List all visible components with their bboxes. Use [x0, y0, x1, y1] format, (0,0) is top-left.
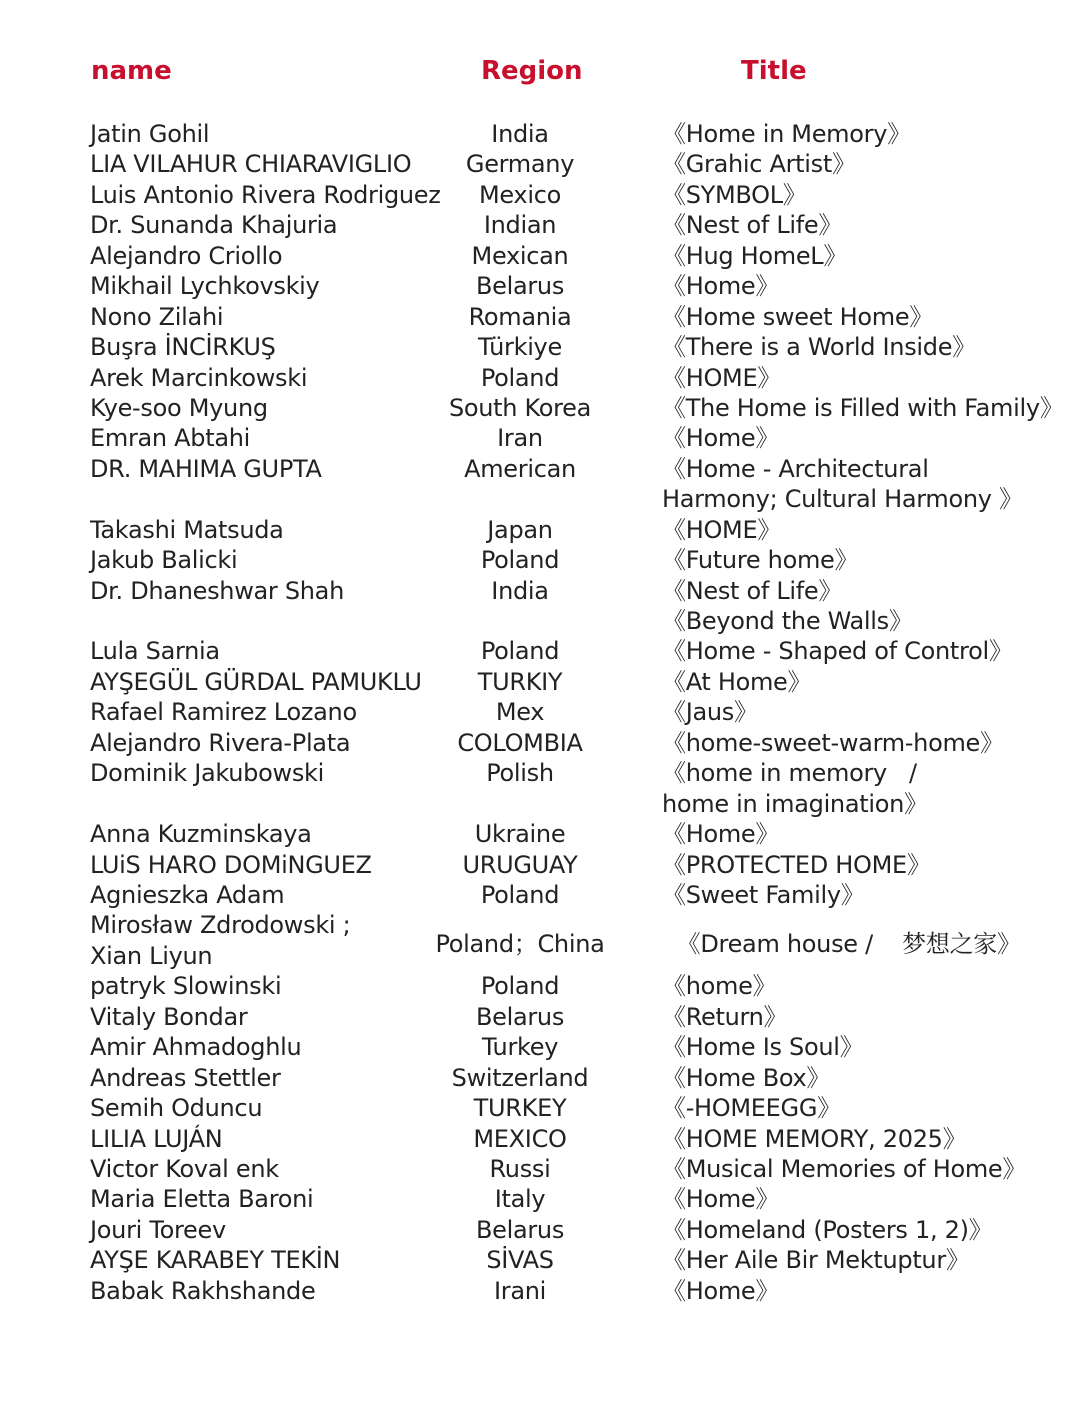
- artist-name-line: Emran Abtahi: [90, 424, 251, 453]
- artwork-title-line: 《Beyond the Walls》: [662, 607, 913, 636]
- artwork-title-line: 《Home》: [662, 272, 780, 301]
- artwork-title: [662, 667, 811, 697]
- list-item: [0, 423, 1080, 453]
- list-item: [0, 1032, 1080, 1062]
- artist-name-line: Alejandro Criollo: [90, 241, 283, 270]
- artwork-title-line: 《Nest of Life》: [662, 211, 843, 240]
- artist-region: Poland: [480, 880, 560, 909]
- artist-name-line: Andreas Stettler: [90, 1063, 281, 1092]
- artist-region: TURKIY: [477, 667, 563, 696]
- artist-name-line: Maria Eletta Baroni: [90, 1185, 314, 1214]
- artwork-title: [662, 210, 842, 240]
- artwork-title-line: 《Home sweet Home》: [662, 302, 933, 331]
- artwork-title-line: 《Home Is Soul》: [662, 1033, 864, 1062]
- artwork-title-line: 《Hug HomeL》: [662, 241, 848, 270]
- list-item: [0, 1124, 1080, 1154]
- artwork-title-line: 《Home》: [662, 820, 780, 849]
- list-item: [0, 119, 1080, 149]
- artwork-title: [662, 1184, 779, 1214]
- artist-name-line: DR. MAHIMA GUPTA: [90, 454, 322, 483]
- artist-region: Poland: [480, 363, 560, 392]
- artist-name: [90, 1276, 315, 1306]
- header-title: Title: [741, 56, 807, 86]
- artist-name-line: Arek Marcinkowski: [90, 363, 308, 392]
- list-item: [0, 728, 1080, 758]
- artist-name-line: Nono Zilahi: [90, 302, 224, 331]
- artist-region: Belarus: [475, 1002, 565, 1031]
- artist-region: Indian: [483, 211, 557, 240]
- artist-name: [90, 850, 372, 880]
- artwork-title: [662, 271, 779, 301]
- artist-region: URUGUAY: [462, 850, 578, 879]
- artist-name-line: Mikhail Lychkovskiy: [90, 272, 320, 301]
- list-item: [0, 910, 1080, 971]
- artwork-title-line: 《Home》: [662, 1185, 780, 1214]
- artist-region: Romania: [468, 302, 572, 331]
- artwork-title: [662, 1154, 1026, 1184]
- artist-region: Iran: [497, 424, 543, 453]
- list-item: [0, 880, 1080, 910]
- artwork-title: [662, 423, 779, 453]
- list-item: [0, 149, 1080, 179]
- artist-name: [90, 1245, 340, 1275]
- artwork-title: [662, 454, 1023, 515]
- artwork-title: [662, 119, 911, 149]
- artist-name: [90, 1154, 279, 1184]
- artist-name: [90, 271, 319, 301]
- artwork-title-line: 《Her Aile Bir Mektuptur》: [662, 1246, 970, 1275]
- artist-region: Mexico: [478, 180, 561, 209]
- artist-name: [90, 576, 344, 606]
- artist-name: [90, 302, 223, 332]
- artwork-title-line: 《Home Box》: [662, 1063, 831, 1092]
- artwork-title: [662, 1093, 841, 1123]
- artist-name-line: Lula Sarnia: [90, 637, 220, 666]
- artist-region: Irani: [493, 1276, 547, 1305]
- artwork-title: [662, 1032, 863, 1062]
- artist-name-line: AYŞE KARABEY TEKİN: [90, 1246, 341, 1275]
- artwork-title: [662, 149, 856, 179]
- artist-region: Polish: [486, 759, 554, 788]
- artist-name-line: Vitaly Bondar: [90, 1002, 248, 1031]
- list-item: [0, 271, 1080, 301]
- artist-name: [90, 1063, 281, 1093]
- artist-name: [90, 667, 422, 697]
- artwork-title-line: 《Nest of Life》: [662, 576, 843, 605]
- artwork-title: [662, 1245, 970, 1275]
- artist-name-line: Anna Kuzminskaya: [90, 820, 312, 849]
- artwork-title-line: 《Home - Shaped of Control》: [662, 637, 1013, 666]
- artist-name-line: LUiS HARO DOMiNGUEZ: [90, 850, 372, 879]
- list-item: [0, 454, 1080, 515]
- artist-name: [90, 210, 337, 240]
- artist-name: [90, 515, 284, 545]
- list-item: [0, 180, 1080, 210]
- artist-region: American: [464, 454, 576, 483]
- artist-name-line: Buşra İNCİRKUŞ: [90, 333, 276, 362]
- artist-name: [90, 149, 411, 179]
- artwork-title-line: 《Grahic Artist》: [662, 150, 856, 179]
- artwork-title: [662, 332, 976, 362]
- artist-region: TURKEY: [473, 1094, 567, 1123]
- artist-region: SİVAS: [486, 1246, 554, 1275]
- artwork-title-line: 《Home - Architectural: [662, 454, 929, 483]
- artwork-title: [662, 880, 864, 910]
- artist-name: [90, 180, 441, 210]
- artwork-title-line: 《Future home》: [662, 546, 859, 575]
- artist-name-line: Agnieszka Adam: [90, 880, 285, 909]
- artist-name: [90, 758, 324, 788]
- list-item: [0, 697, 1080, 727]
- artist-name-line: LILIA LUJÁN: [90, 1124, 223, 1153]
- artist-name-line: Jakub Balicki: [90, 546, 238, 575]
- artist-name-line: patryk Slowinski: [90, 972, 282, 1001]
- artist-region: Turkey: [481, 1033, 559, 1062]
- artist-region: Mexican: [471, 241, 569, 270]
- artist-name: [90, 728, 350, 758]
- artwork-title: [662, 515, 781, 545]
- list-item: [0, 1093, 1080, 1123]
- artwork-title-line: 《Home》: [662, 1276, 780, 1305]
- artwork-title: [662, 393, 1063, 423]
- artwork-title: [662, 302, 933, 332]
- artwork-title-line: home in imagination》: [662, 789, 928, 818]
- artwork-title: [662, 636, 1013, 666]
- artwork-title: [662, 1124, 966, 1154]
- artist-region: Italy: [494, 1185, 546, 1214]
- artist-name-line: Takashi Matsuda: [90, 515, 284, 544]
- artist-region: South Korea: [448, 393, 592, 422]
- list-item: [0, 576, 1080, 637]
- list-item: [0, 1276, 1080, 1306]
- list-item: [0, 636, 1080, 666]
- artwork-title-line: 《home》: [662, 972, 777, 1001]
- artwork-title-line: 《The Home is Filled with Family》: [662, 393, 1064, 422]
- artist-name: [90, 1032, 301, 1062]
- artist-name: [90, 1002, 247, 1032]
- artist-region: Belarus: [475, 1215, 565, 1244]
- artwork-title: [662, 1002, 787, 1032]
- artist-name: [90, 697, 357, 727]
- artist-region: India: [491, 576, 549, 605]
- artwork-title: [662, 850, 931, 880]
- artist-region: Poland: [480, 546, 560, 575]
- artwork-title-line: 《home-sweet-warm-home》: [662, 728, 1004, 757]
- artist-name-line: Kye-soo Myung: [90, 393, 268, 422]
- artist-name: [90, 363, 307, 393]
- artist-region: Germany: [465, 150, 575, 179]
- artwork-title: [662, 180, 807, 210]
- header-region: Region: [481, 56, 583, 86]
- list-item: [0, 210, 1080, 240]
- artist-region: MEXICO: [473, 1124, 567, 1153]
- artist-name: [90, 545, 237, 575]
- artist-name-line: Babak Rakhshande: [90, 1276, 316, 1305]
- artist-name-line: Dominik Jakubowski: [90, 759, 324, 788]
- list-item: [0, 819, 1080, 849]
- artist-name: [90, 819, 312, 849]
- artwork-title-line: 《HOME》: [662, 515, 782, 544]
- artist-name-line: Rafael Ramirez Lozano: [90, 698, 357, 727]
- list-item: [0, 758, 1080, 819]
- artist-name: [90, 1184, 313, 1214]
- artwork-title-line: 《Jaus》: [662, 698, 758, 727]
- artist-region: Ukraine: [474, 820, 566, 849]
- list-item: [0, 302, 1080, 332]
- artist-name: [90, 1124, 222, 1154]
- artist-name: [90, 971, 281, 1001]
- list-item: [0, 1184, 1080, 1214]
- artwork-title-line: 《Musical Memories of Home》: [662, 1154, 1027, 1183]
- artwork-title-line: 《Return》: [662, 1002, 788, 1031]
- list-item: [0, 393, 1080, 423]
- artwork-title-line: 《HOME MEMORY, 2025》: [662, 1124, 967, 1153]
- artist-name-line: AYŞEGÜL GÜRDAL PAMUKLU: [90, 667, 422, 696]
- artist-region: Poland: [480, 972, 560, 1001]
- artwork-title: [662, 758, 928, 819]
- artist-region: Poland: [480, 637, 560, 666]
- artwork-title: [662, 1276, 779, 1306]
- artist-name: [90, 910, 350, 971]
- artwork-title-line: 《HOME》: [662, 363, 782, 392]
- artist-region: Switzerland: [451, 1063, 589, 1092]
- artist-region: Belarus: [475, 272, 565, 301]
- header-name: name: [91, 56, 172, 86]
- artist-name-line: Xian Liyun: [90, 941, 213, 970]
- artist-name-line: Jouri Toreev: [90, 1215, 226, 1244]
- artwork-title-line: 《At Home》: [662, 667, 812, 696]
- artist-name: [90, 1093, 262, 1123]
- artwork-title: [662, 363, 781, 393]
- artist-name: [90, 393, 268, 423]
- artist-region: Mex: [495, 698, 545, 727]
- artwork-title-line: 《Home in Memory》: [662, 120, 911, 148]
- list-item: [0, 667, 1080, 697]
- list-item: [0, 1002, 1080, 1032]
- artwork-title-line: 《Home》: [662, 424, 780, 453]
- list-item: [0, 332, 1080, 362]
- artist-name-line: Dr. Dhaneshwar Shah: [90, 576, 344, 605]
- list-item: [0, 1215, 1080, 1245]
- artist-name: [90, 332, 276, 362]
- artwork-title: [662, 728, 1004, 758]
- list-item: [0, 850, 1080, 880]
- artist-name-line: Victor Koval enk: [90, 1154, 279, 1183]
- artist-name: [90, 636, 220, 666]
- artwork-title-line: 《home in memory /: [662, 759, 917, 788]
- artwork-title: [662, 819, 779, 849]
- list-item: [0, 363, 1080, 393]
- artist-name: [90, 423, 250, 453]
- artwork-title: [662, 576, 913, 637]
- list-item: [0, 1245, 1080, 1275]
- artist-region: Japan: [487, 515, 553, 544]
- artist-name: [90, 119, 209, 149]
- artwork-title: [662, 971, 776, 1001]
- artist-name-line: LIA VILAHUR CHIARAVIGLIO: [90, 150, 412, 179]
- artist-name-line: Semih Oduncu: [90, 1094, 263, 1123]
- artist-name-line: Dr. Sunanda Khajuria: [90, 211, 338, 240]
- artist-name: [90, 241, 282, 271]
- artwork-title: [662, 1215, 992, 1245]
- list-item: [0, 1154, 1080, 1184]
- artwork-title: [662, 1063, 830, 1093]
- list-item: [0, 1063, 1080, 1093]
- artwork-title-line: Harmony; Cultural Harmony 》: [662, 485, 1023, 514]
- artist-name-line: Alejandro Rivera-Plata: [90, 728, 351, 757]
- list-item: [0, 241, 1080, 271]
- artwork-title-line: 《-HOMEEGG》: [662, 1094, 841, 1123]
- list-item: [0, 971, 1080, 1001]
- artist-region: Russi: [489, 1154, 551, 1183]
- artwork-title-line: 《Homeland (Posters 1, 2)》: [662, 1215, 993, 1244]
- artwork-title-line: 《Dream house / 梦想之家》: [662, 929, 1021, 958]
- artwork-title-line: 《PROTECTED HOME》: [662, 850, 931, 879]
- artist-region: Poland；China: [435, 929, 605, 958]
- artist-region: Türkiye: [478, 333, 562, 362]
- artist-list: [0, 119, 1080, 1306]
- artist-name: [90, 454, 322, 484]
- artwork-title-line: 《Sweet Family》: [662, 880, 865, 909]
- artist-name: [90, 1215, 226, 1245]
- artist-region: India: [491, 120, 549, 148]
- artwork-title-line: 《There is a World Inside》: [662, 333, 976, 362]
- artist-name: [90, 880, 284, 910]
- list-item: [0, 545, 1080, 575]
- artwork-title: [662, 545, 858, 575]
- artist-region: COLOMBIA: [457, 728, 583, 757]
- artist-name-line: Amir Ahmadoghlu: [90, 1033, 302, 1062]
- artwork-title: [662, 929, 1021, 959]
- artist-name-line: Mirosław Zdrodowski ;: [90, 911, 351, 940]
- artwork-title: [662, 697, 758, 727]
- artist-name-line: Luis Antonio Rivera Rodriguez: [90, 180, 441, 209]
- list-item: [0, 515, 1080, 545]
- artwork-title: [662, 241, 847, 271]
- artwork-title-line: 《SYMBOL》: [662, 180, 807, 209]
- artist-name-line: Jatin Gohil: [90, 120, 210, 148]
